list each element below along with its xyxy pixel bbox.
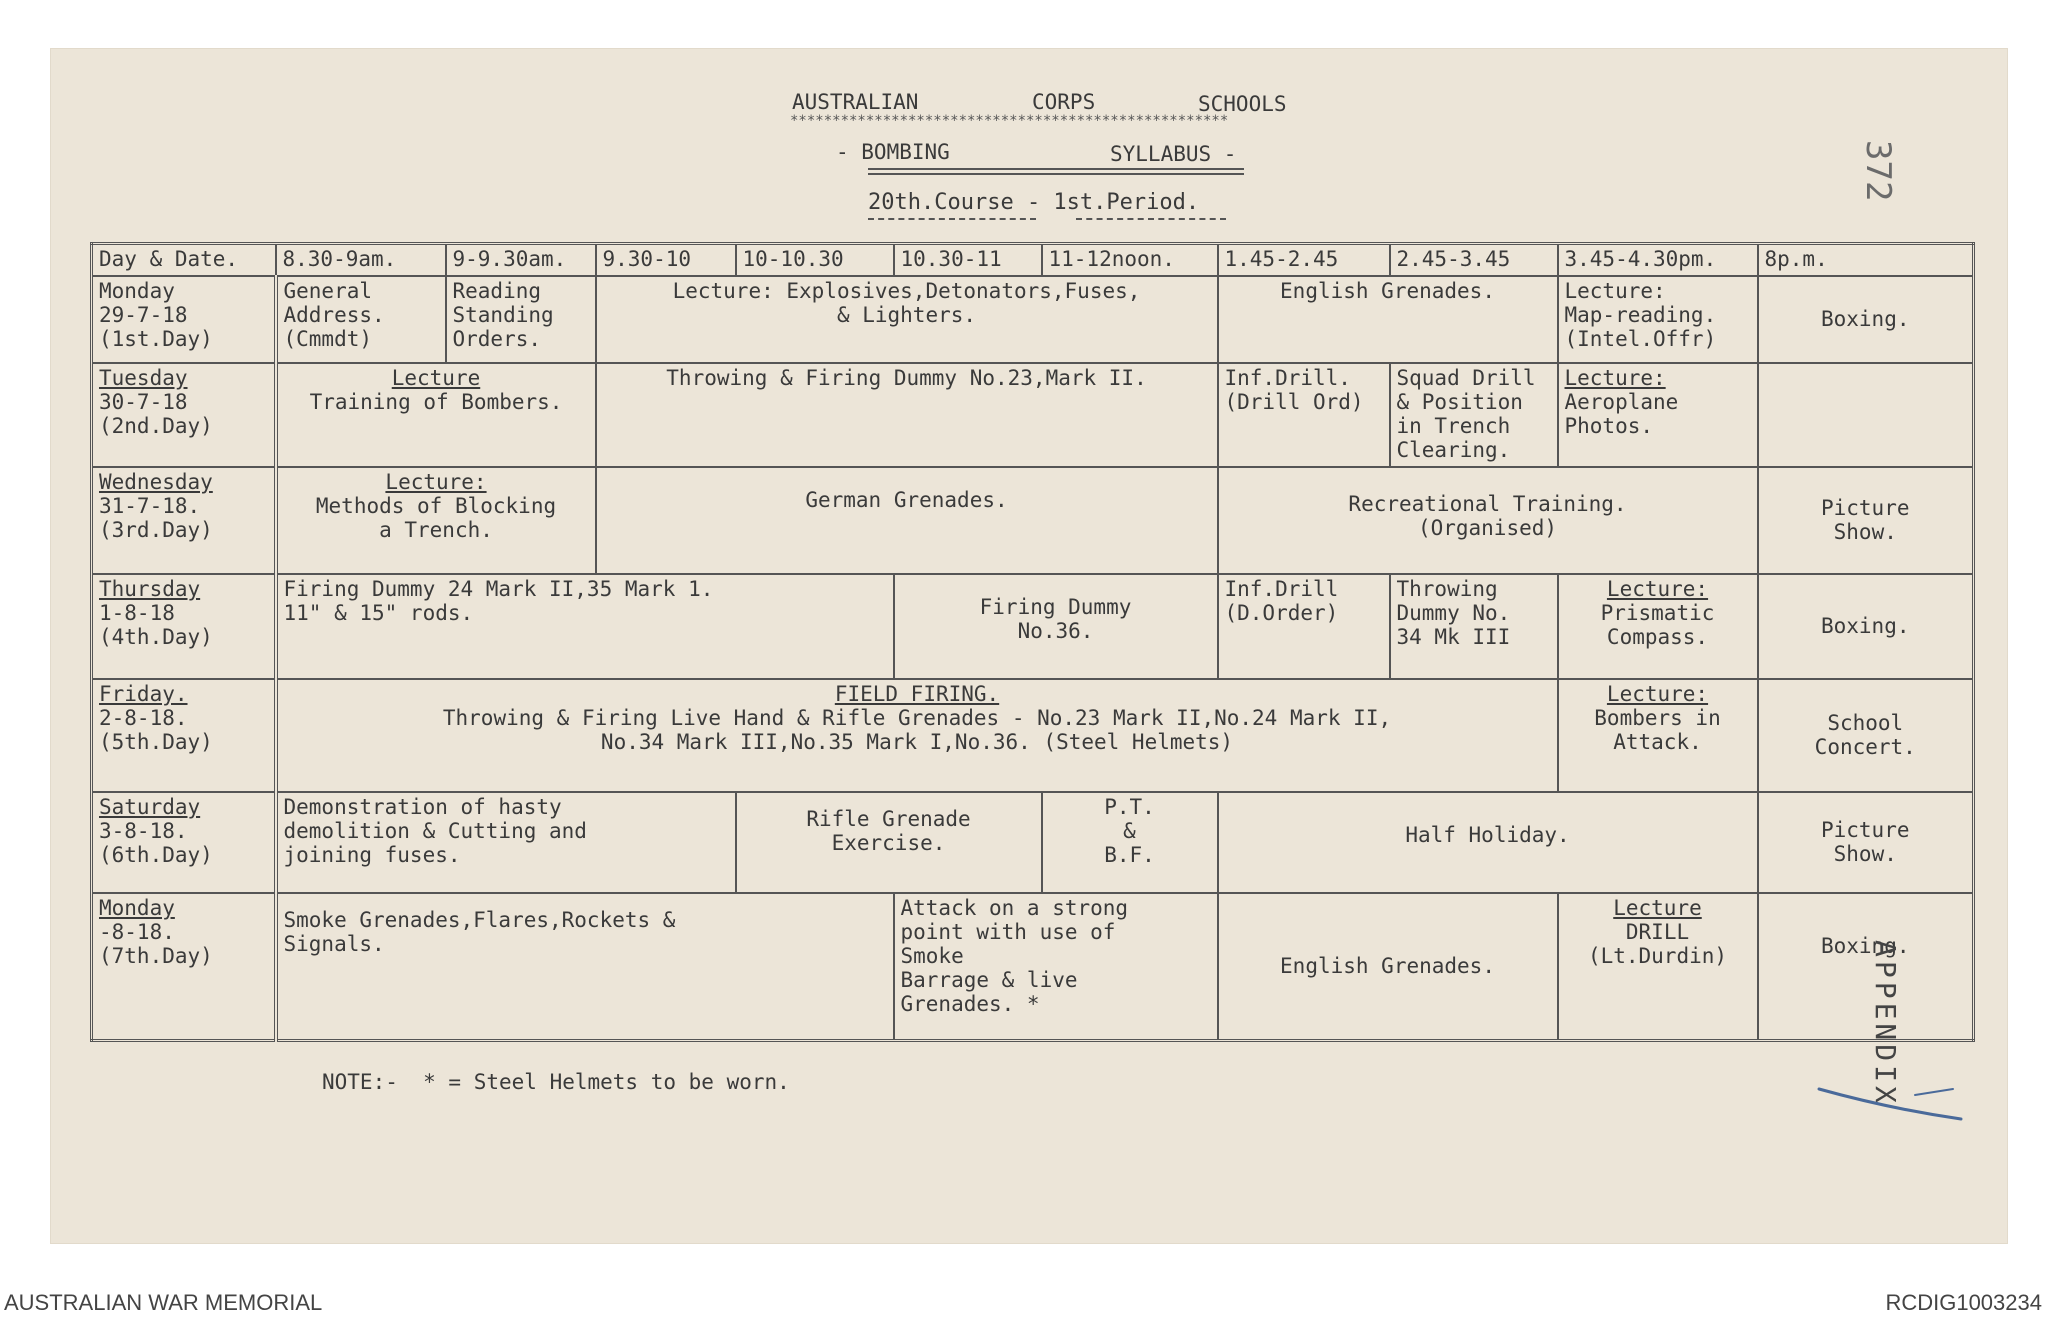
day-date: 3-8-18. xyxy=(99,819,188,844)
dash-rule-2 xyxy=(1076,218,1226,220)
cell-throwing-dummy-34 xyxy=(1390,574,1558,679)
cell-boxing xyxy=(1758,276,1974,363)
day-name: Tuesday xyxy=(99,365,188,390)
header-corps: CORPS xyxy=(1032,90,1096,114)
table-row xyxy=(92,792,1974,893)
cell-text: Boxing. xyxy=(1820,933,1910,958)
day-number: (6th.Day) xyxy=(99,843,213,868)
cell-text: Lecture: Map-reading. (Intel.Offr) xyxy=(1564,279,1717,352)
cell-school-concert xyxy=(1758,679,1974,792)
col-header: 2.45-3.45 xyxy=(1390,244,1558,277)
cell-text: Attack on a strong point with use of Smoke Barrage & live Grenades. * xyxy=(900,895,1129,1017)
col-header: 10.30-11 xyxy=(894,244,1042,277)
header-bombing: - BOMBING xyxy=(836,140,950,164)
cell-picture-show xyxy=(1758,467,1974,574)
pencil-tick-mark xyxy=(1815,1085,1965,1121)
cell-squad-drill xyxy=(1390,363,1558,467)
cell-text: Boxing. xyxy=(1820,307,1910,332)
cell-text: Throwing & Firing Dummy No.23,Mark II. xyxy=(666,365,1147,390)
cell-english-grenades xyxy=(1218,276,1558,363)
cell-firing-dummy-36 xyxy=(894,574,1218,679)
cell-reading-orders xyxy=(446,276,596,363)
star-rule: **************************************************** xyxy=(790,113,1229,129)
cell-text: Prismatic Compass. xyxy=(1600,600,1715,649)
field-firing-heading: FIELD FIRING. xyxy=(834,681,1000,706)
cell-lecture-explosives xyxy=(596,276,1218,363)
table-row xyxy=(92,679,1974,792)
cell-english-grenades xyxy=(1218,893,1558,1041)
day-cell xyxy=(92,467,276,574)
header-schools: SCHOOLS xyxy=(1198,92,1287,116)
day-cell xyxy=(92,363,276,467)
cell-half-holiday xyxy=(1218,792,1758,893)
cell-text: Firing Dummy No.36. xyxy=(979,594,1132,643)
cell-text: Training of Bombers. xyxy=(309,390,563,415)
lecture-heading: Lecture xyxy=(1613,895,1702,920)
cell-demonstration xyxy=(276,792,736,893)
appendix-stamp: APPENDIX xyxy=(1869,940,1902,1107)
cell-field-firing xyxy=(276,679,1558,792)
day-number: (4th.Day) xyxy=(99,624,213,649)
day-number: (7th.Day) xyxy=(99,944,213,969)
cell-text: Inf.Drill. (Drill Ord) xyxy=(1224,365,1364,415)
col-header: 10-10.30 xyxy=(736,244,894,277)
day-name: Saturday xyxy=(99,794,201,819)
col-header: 1.45-2.45 xyxy=(1218,244,1390,277)
day-cell xyxy=(92,574,276,679)
cell-empty xyxy=(1758,363,1974,467)
day-name: Monday xyxy=(99,279,175,303)
cell-general-address xyxy=(276,276,446,363)
cell-text: Demonstration of hasty demolition & Cutting and joining fuses. xyxy=(283,794,587,868)
lecture-heading: Lecture xyxy=(391,365,481,390)
day-number: (2nd.Day) xyxy=(99,414,213,439)
cell-text: English Grenades. xyxy=(1280,279,1495,303)
cell-blocking-trench xyxy=(276,467,596,574)
header-course: 20th.Course - 1st.Period. xyxy=(868,190,1200,215)
table-row xyxy=(92,467,1974,574)
day-name: Thursday xyxy=(99,576,201,601)
table-row xyxy=(92,363,1974,467)
cell-text: Picture Show. xyxy=(1820,495,1910,545)
lecture-heading: Lecture: xyxy=(1564,365,1666,390)
day-name: Monday xyxy=(99,895,175,920)
footnote: NOTE:- * = Steel Helmets to be worn. xyxy=(322,1070,790,1094)
cell-text: Methods of Blocking a Trench. xyxy=(315,493,557,542)
cell-text: Rifle Grenade Exercise. xyxy=(806,806,971,856)
cell-inf-drill xyxy=(1218,363,1390,467)
day-date: 30-7-18 xyxy=(99,390,188,415)
cell-text: Aeroplane Photos. xyxy=(1564,390,1679,439)
cell-smoke-grenades xyxy=(276,893,894,1041)
cell-text: Smoke Grenades,Flares,Rockets & Signals. xyxy=(283,907,676,957)
day-date: 2-8-18. xyxy=(99,705,188,730)
cell-text: DRILL (Lt.Durdin) xyxy=(1587,920,1728,969)
cell-text: Throwing & Firing Live Hand & Rifle Grenades - No.23 Mark II,No.24 Mark II, No.34 Mark III,No.35 Mark I,No.36. (Steel Helmets) xyxy=(442,705,1392,754)
cell-text: Boxing. xyxy=(1820,614,1910,639)
day-cell xyxy=(92,276,276,363)
day-cell xyxy=(92,792,276,893)
dash-rule-1 xyxy=(868,218,1036,220)
cell-text: Inf.Drill (D.Order) xyxy=(1224,576,1339,625)
col-header: 8p.m. xyxy=(1758,244,1974,277)
footer-record-id: RCDIG1003234 xyxy=(1885,1290,2042,1315)
cell-text: Picture Show. xyxy=(1820,818,1910,867)
col-header: 9-9.30am. xyxy=(446,244,596,277)
lecture-heading: Lecture: xyxy=(1606,681,1709,706)
cell-text: German Grenades. xyxy=(805,487,1008,512)
cell-text: Squad Drill & Position in Trench Clearing. xyxy=(1396,365,1536,463)
cell-rifle-grenade xyxy=(736,792,1042,893)
col-header: 11-12noon. xyxy=(1042,244,1218,277)
day-number: (1st.Day) xyxy=(99,327,213,352)
cell-text: Throwing Dummy No. 34 Mk III xyxy=(1396,576,1511,649)
syllabus-table xyxy=(90,242,1975,1042)
cell-bombers-attack xyxy=(1558,679,1758,792)
day-number: (3rd.Day) xyxy=(99,517,213,542)
cell-text: Bombers in Attack. xyxy=(1594,705,1721,754)
cell-text: English Grenades. xyxy=(1280,954,1495,979)
cell-text: General Address. (Cmmdt) xyxy=(283,279,385,352)
cell-map-reading xyxy=(1558,276,1758,363)
cell-recreational-training xyxy=(1218,467,1758,574)
cell-text: P.T. & B.F. xyxy=(1104,794,1155,868)
col-header: 8.30-9am. xyxy=(276,244,446,277)
lecture-heading: Lecture: xyxy=(1606,576,1709,601)
cell-throwing-firing xyxy=(596,363,1218,467)
day-cell xyxy=(92,679,276,792)
cell-text: Firing Dummy 24 Mark II,35 Mark 1. 11" & 15" rods. xyxy=(283,576,714,625)
day-date: 29-7-18 xyxy=(99,303,188,328)
header-syllabus: SYLLABUS - xyxy=(1110,142,1237,166)
day-cell xyxy=(92,893,276,1041)
day-number: (5th.Day) xyxy=(99,729,213,754)
col-header: 9.30-10 xyxy=(596,244,736,277)
cell-inf-drill-d-order xyxy=(1218,574,1390,679)
header-australian: AUSTRALIAN xyxy=(792,90,919,114)
cell-boxing xyxy=(1758,893,1974,1041)
cell-text: Half Holiday. xyxy=(1405,822,1570,847)
cell-text: Recreational Training. (Organised) xyxy=(1348,491,1627,540)
page-number: 372 xyxy=(1858,140,1898,202)
cell-german-grenades xyxy=(596,467,1218,574)
table-row xyxy=(92,574,1974,679)
cell-boxing xyxy=(1758,574,1974,679)
cell-prismatic-compass xyxy=(1558,574,1758,679)
cell-text: Lecture: Explosives,Detonators,Fuses, & Lighters. xyxy=(672,279,1141,328)
cell-training-bombers xyxy=(276,363,596,467)
lecture-heading: Lecture: xyxy=(385,469,487,494)
day-date: -8-18. xyxy=(99,920,175,945)
cell-picture-show xyxy=(1758,792,1974,893)
cell-attack-strong-point xyxy=(894,893,1218,1041)
double-rule xyxy=(868,168,1244,175)
table-row xyxy=(92,276,1974,363)
table-row xyxy=(92,893,1974,1041)
cell-pt-bf xyxy=(1042,792,1218,893)
cell-lecture-drill xyxy=(1558,893,1758,1041)
cell-aeroplane-photos xyxy=(1558,363,1758,467)
cell-firing-dummy-24 xyxy=(276,574,894,679)
day-date: 31-7-18. xyxy=(99,493,201,518)
header-row xyxy=(92,244,1974,277)
cell-text: Reading Standing Orders. xyxy=(452,279,554,352)
day-date: 1-8-18 xyxy=(99,600,175,625)
cell-text: School Concert. xyxy=(1814,711,1916,760)
day-name: Wednesday xyxy=(99,469,213,494)
footer-archive-name: AUSTRALIAN WAR MEMORIAL xyxy=(4,1290,323,1315)
col-header: 3.45-4.30pm. xyxy=(1558,244,1758,277)
day-name: Friday. xyxy=(99,681,188,706)
col-header: Day & Date. xyxy=(92,244,276,277)
